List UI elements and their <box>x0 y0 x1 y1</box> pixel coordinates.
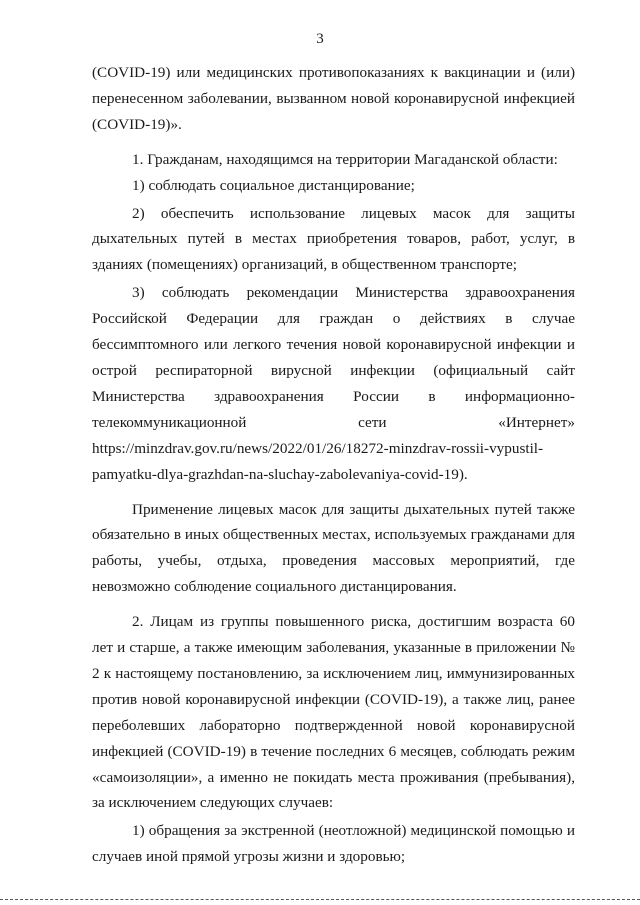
paragraph-exception-item-1: 1) обращения за экстренной (неотложной) медицинской помощью и случаев иной прямой угрозы жизни и здоровью; <box>92 822 575 866</box>
paragraph-masks-public-places: Применение лицевых масок для защиты дыхательных путей также обязательно в иных общественных местах, используемых гражданами для работы, учебы, отдыха, проведения массовых мероприятий, где невозможно соблюдение социального дистанцирования. <box>92 500 575 596</box>
paragraph-section-1-heading: 1. Гражданам, находящимся на территории Магаданской области: <box>132 150 558 168</box>
paragraph-item-3-recommendations: 3) соблюдать рекомендации Министерства здравоохранения Российской Федерации для граждан о действиях в случае бессимптомного или легкого течения новой коронавирусной инфекции и острой респираторной вирусной инфекции (официальный сайт Министерства здравоохранения России в информационно-телекоммуникационной сети «Интернет» https://minzdrav.gov.ru/news/2022/01/26/18272-minzdrav-rossii-vypustil-pamyatku-dlya-grazhdan-na-sluchay-zabolevaniya-covid-19). <box>92 284 575 483</box>
document-body <box>92 60 575 870</box>
paragraph-continuation: (COVID-19) или медицинских противопоказаниях к вакцинации и (или) перенесенном заболевании, вызванном новой коронавирусной инфекцией (COVID-19)». <box>92 64 575 133</box>
paragraph-section-2-high-risk: 2. Лицам из группы повышенного риска, достигшим возраста 60 лет и старше, а также имеющим заболевания, указанные в приложении № 2 к настоящему постановлению, за исключением лиц, иммунизированных против новой коронавирусной инфекции (COVID-19), а также лиц, ранее переболевших лабораторно подтвержденной новой коронавирусной инфекцией (COVID-19) в течение последних 6 месяцев, соблюдать режим «самоизоляции», а именно не покидать места проживания (пребывания), за исключением следующих случаев: <box>92 613 575 812</box>
paragraph-item-2-masks: 2) обеспечить использование лицевых масок для защиты дыхательных путей в местах приобретения товаров, работ, услуг, в зданиях (помещениях) организаций, в общественном транспорте; <box>92 204 575 274</box>
page-number: 3 <box>316 31 324 47</box>
page-bottom-line <box>0 899 640 901</box>
paragraph-item-1-distancing: 1) соблюдать социальное дистанцирование; <box>132 176 415 194</box>
